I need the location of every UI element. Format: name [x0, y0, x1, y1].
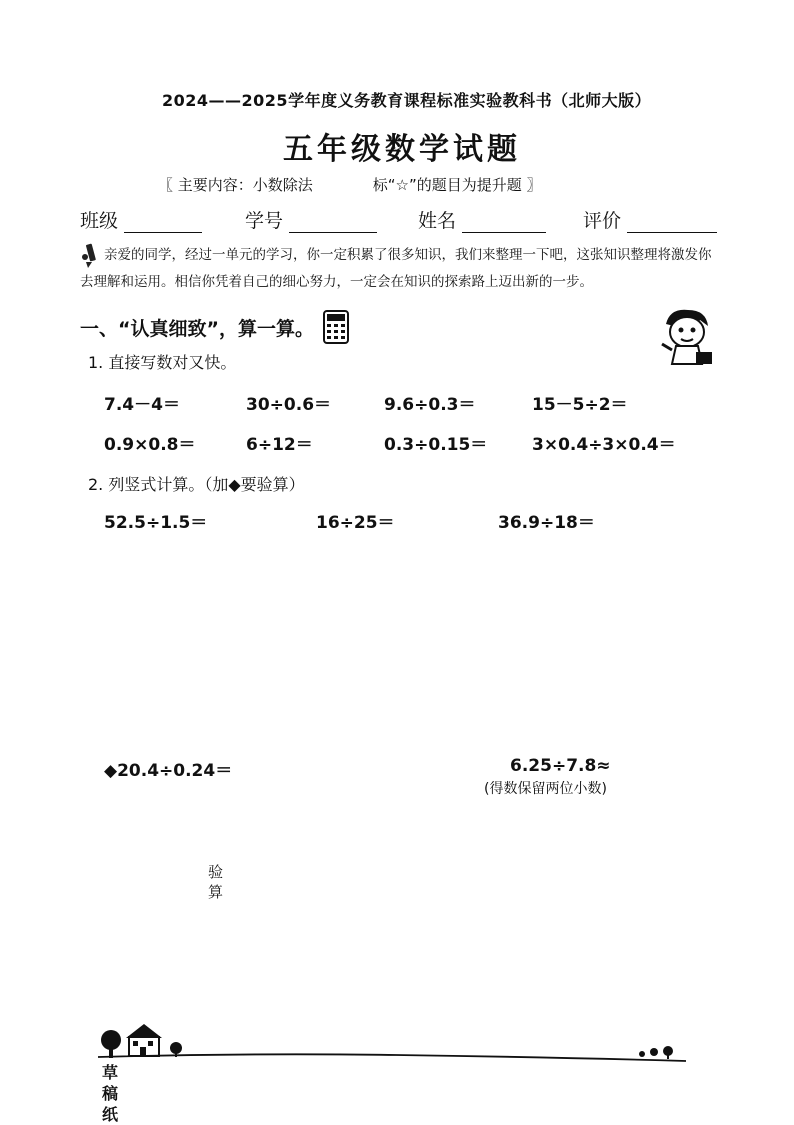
- check-char: 算: [208, 883, 224, 901]
- class-label: 班级: [80, 210, 119, 232]
- q2-expression: 36.9÷18＝: [498, 513, 595, 533]
- q2-expression: 52.5÷1.5＝: [104, 513, 208, 533]
- content-note-left: 〖 主要内容：小数除法: [158, 176, 313, 194]
- evaluation-input-line[interactable]: [627, 210, 717, 233]
- cartoon-boy-icon: [656, 306, 716, 372]
- scenery-divider: [96, 1020, 696, 1072]
- question-2-title: 2. 列竖式计算。（加◆要验算）: [88, 475, 305, 494]
- class-input-line[interactable]: [124, 210, 202, 233]
- q1-expression: 6÷12＝: [246, 435, 313, 455]
- intro-paragraph: [80, 242, 720, 296]
- intro-text: 亲爱的同学，经过一单元的学习，你一定积累了很多知识，我们来整理一下吧，这张知识整理将激发你去理解和运用。相信你凭着自己的细心努力，一定会在知识的探索路上迈出新的一步。: [80, 247, 712, 290]
- exam-title: 五年级数学试题: [283, 132, 521, 167]
- calculator-icon: [323, 310, 349, 349]
- draft-paper-label: [102, 1062, 118, 1125]
- student-number-label: 学号: [245, 210, 284, 232]
- exam-subtitle: 2024——2025学年度义务教育课程标准实验教科书（北师大版）: [162, 91, 652, 110]
- question-1-title: 1. 直接写数对又快。: [88, 353, 237, 372]
- student-number-input-line[interactable]: [289, 210, 377, 233]
- pencil-icon: [80, 243, 102, 269]
- tree-icon: [101, 1030, 121, 1058]
- house-icon: [126, 1024, 162, 1056]
- name-field[interactable]: [418, 206, 546, 233]
- section-1-heading: [80, 310, 349, 349]
- name-input-line[interactable]: [462, 210, 546, 233]
- q1-expression: 3×0.4÷3×0.4＝: [532, 435, 676, 455]
- rounding-note: (得数保留两位小数): [484, 781, 607, 797]
- q2-expression: 16÷25＝: [316, 513, 395, 533]
- q1-expression: 0.9×0.8＝: [104, 435, 196, 455]
- q1-expression: 30÷0.6＝: [246, 395, 332, 415]
- q1-expression: 15－5÷2＝: [532, 395, 628, 415]
- evaluation-label: 评价: [583, 210, 622, 232]
- q1-expression: 9.6÷0.3＝: [384, 395, 476, 415]
- student-number-field[interactable]: [245, 206, 377, 233]
- draft-char: 草: [102, 1063, 119, 1082]
- q1-expression: 7.4－4＝: [104, 395, 180, 415]
- tree-icon: [639, 1046, 673, 1059]
- check-char: 验: [208, 863, 224, 881]
- content-note-right: 标“☆”的题目为提升题 〗: [372, 176, 542, 194]
- name-label: 姓名: [418, 210, 457, 232]
- section-1-title: 一、“认真细致”，算一算。: [80, 318, 314, 340]
- draft-char: 稿: [102, 1084, 119, 1103]
- content-note: [158, 174, 542, 195]
- q1-expression: 0.3÷0.15＝: [384, 435, 488, 455]
- check-label: [208, 862, 223, 902]
- q2-expression-check-required: ◆20.4÷0.24＝: [104, 761, 233, 781]
- draft-char: 纸: [102, 1105, 119, 1124]
- q2-expression: 6.25÷7.8≈: [510, 756, 611, 776]
- evaluation-field[interactable]: [583, 206, 717, 233]
- class-field[interactable]: [80, 206, 202, 233]
